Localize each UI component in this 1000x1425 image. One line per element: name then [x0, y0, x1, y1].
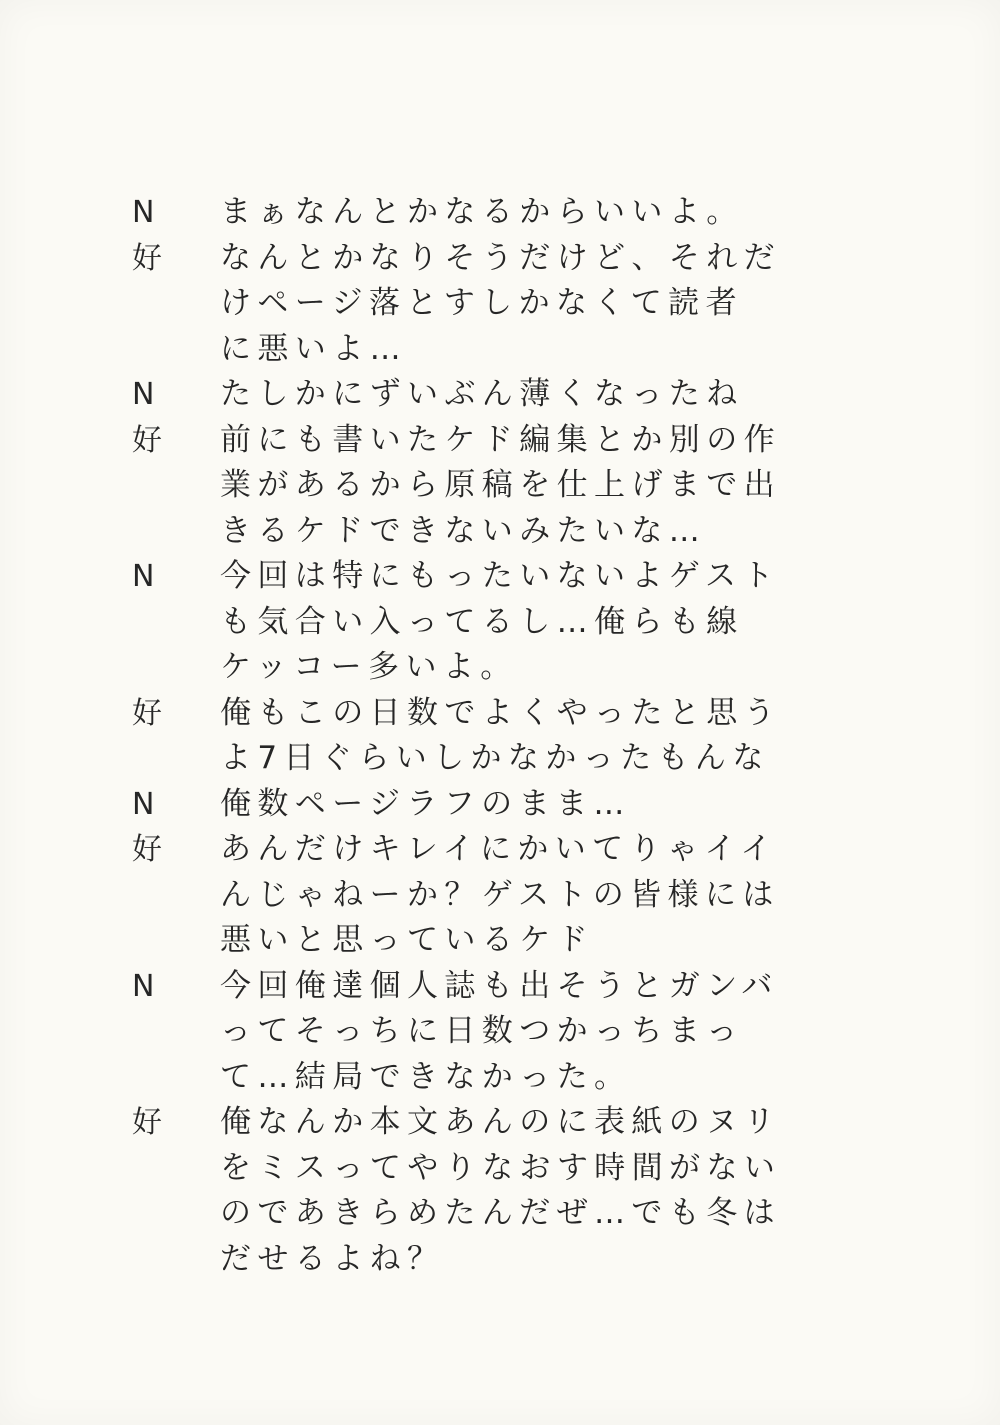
dialogue-text: なんとかなりそうだけど、それだ [220, 239, 781, 276]
dialogue-line [128, 873, 928, 919]
dialogue-line [128, 1009, 928, 1055]
dialogue-text: きるケドできないみたいな… [220, 512, 707, 549]
dialogue-text: よ7日ぐらいしかなかったもんな [220, 740, 770, 776]
speaker-label: N [132, 195, 156, 230]
dialogue-text: んじゃねーか？ゲストの皆様には [220, 876, 780, 913]
dialogue-text: 悪いと思っているケド [220, 922, 594, 958]
dialogue-line [128, 1146, 928, 1192]
dialogue-text: けページ落とすしかなくて読者 [220, 285, 743, 321]
dialogue-text: て…結局できなかった。 [220, 1058, 632, 1095]
dialogue-line [128, 463, 928, 509]
dialogue-text: も気合い入ってるし…俺らも線 [220, 603, 744, 640]
dialogue-text: ってそっちに日数つかっちまっ [220, 1013, 744, 1049]
dialogue-line [128, 645, 928, 691]
speaker-label: N [132, 559, 156, 594]
dialogue-line [128, 1237, 928, 1283]
dialogue-text: 俺なんか本文あんのに表紙のヌリ [220, 1104, 781, 1140]
speaker-label: N [132, 377, 156, 412]
dialogue-line [128, 827, 928, 873]
speaker-label: 好 [132, 240, 163, 276]
speaker-label: 好 [132, 695, 163, 731]
speaker-label: 好 [132, 1105, 163, 1140]
speaker-label: 好 [132, 422, 163, 458]
speaker-label: N [132, 786, 156, 822]
dialogue-line [128, 1055, 928, 1101]
dialogue-block [128, 190, 928, 1282]
dialogue-text: 俺もこの日数でよくやったと思う [220, 694, 781, 731]
dialogue-text: 前にも書いたケド編集とか別の作 [220, 421, 781, 458]
dialogue-line [128, 190, 928, 236]
dialogue-text: 今回は特にもったいないよゲスト [220, 558, 780, 594]
dialogue-line [128, 509, 928, 555]
dialogue-text: をミスってやりなおす時間がない [220, 1149, 782, 1186]
dialogue-line [128, 418, 928, 464]
dialogue-text: 今回俺達個人誌も出そうとガンバ [220, 967, 779, 1004]
dialogue-line [128, 554, 928, 600]
dialogue-line [128, 372, 928, 418]
dialogue-line [128, 236, 928, 282]
dialogue-line [128, 327, 928, 373]
dialogue-text: に悪いよ… [220, 330, 407, 367]
dialogue-text: だせるよね？ [220, 1240, 445, 1277]
dialogue-line [128, 736, 928, 782]
dialogue-line [128, 691, 928, 737]
dialogue-line [128, 600, 928, 646]
dialogue-text: 業があるから原稿を仕上げまで出 [220, 467, 781, 503]
speaker-label: 好 [132, 832, 163, 867]
dialogue-text: のであきらめたんだぜ…でも冬は [220, 1195, 781, 1231]
dialogue-line [128, 1100, 928, 1146]
dialogue-line [128, 782, 928, 828]
dialogue-line [128, 281, 928, 327]
dialogue-text: 俺数ページラフのまま… [220, 785, 631, 822]
dialogue-line [128, 918, 928, 964]
dialogue-text: ケッコー多いよ。 [220, 649, 518, 685]
dialogue-text: まぁなんとかなるからいいよ。 [220, 194, 744, 230]
dialogue-line [128, 964, 928, 1010]
speaker-label: N [132, 968, 156, 1004]
dialogue-text: あんだけキレイにかいてりゃイイ [220, 831, 778, 867]
dialogue-line [128, 1191, 928, 1237]
dialogue-text: たしかにずいぶん薄くなったね [220, 376, 744, 412]
